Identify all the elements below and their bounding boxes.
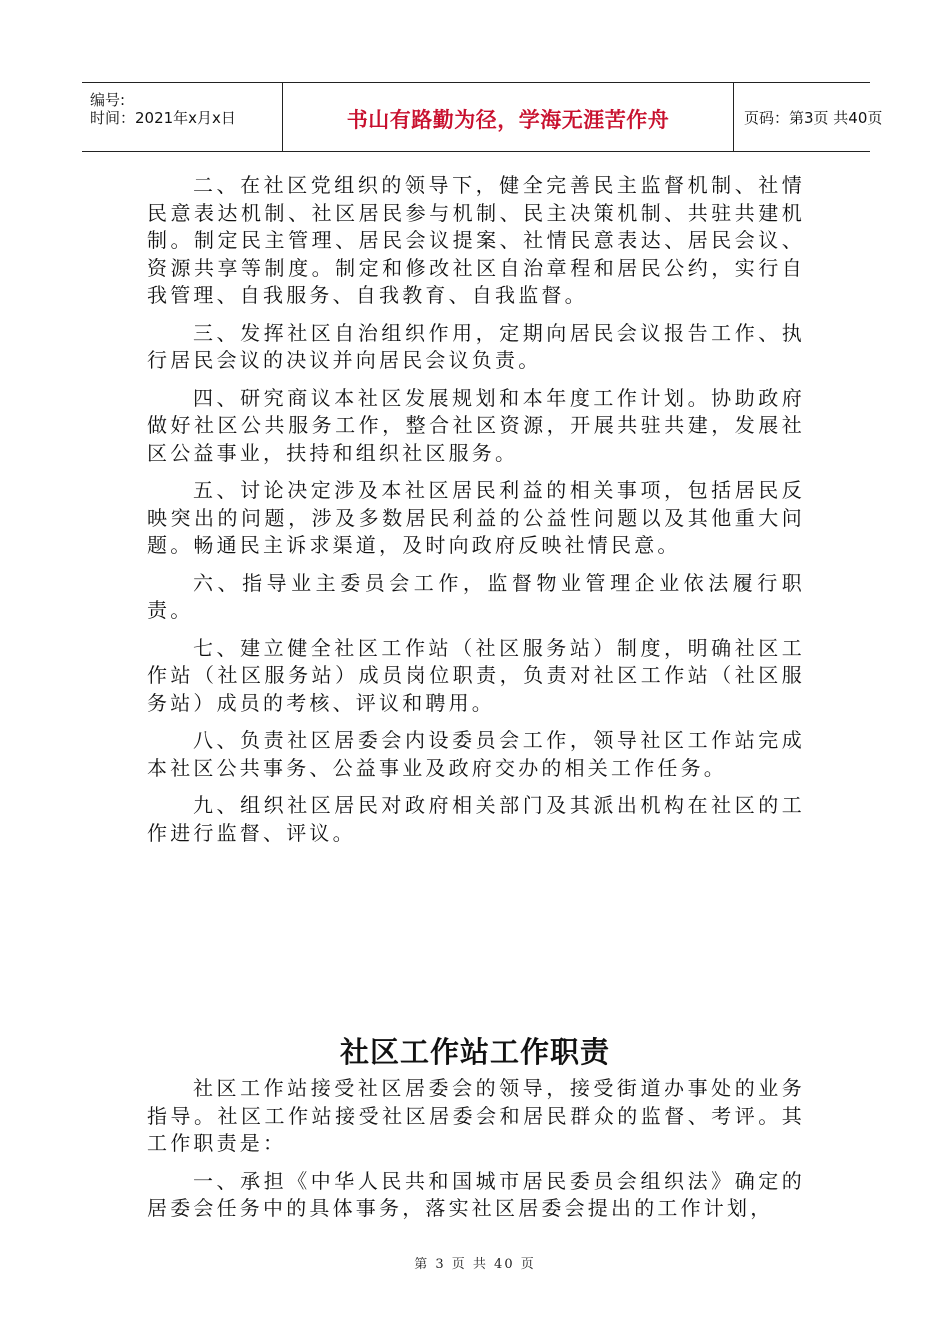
document-time-label: 时间：2021年x月x日 [90,109,236,127]
header-page-info: 页码：第3页 共40页 [744,109,883,127]
document-header [82,82,883,152]
paragraph: 八、负责社区居委会内设委员会工作，领导社区工作站完成本社区公共事务、公益事业及政府交办的相关工作任务。 [147,728,805,780]
paragraph: 三、发挥社区自治组织作用，定期向居民会议报告工作、执行居民会议的决议并向居民会议负责。 [147,320,805,372]
header-meta-cell [82,83,282,151]
document-number-label: 编号: [90,91,126,109]
header-page-cell [734,83,883,151]
paragraph: 二、在社区党组织的领导下，健全完善民主监督机制、社情民意表达机制、社区居民参与机制、民主决策机制、共驻共建机制。制定民主管理、居民会议提案、社情民意表达、居民会议、资源共享等制度。制定和修改社区自治章程和居民公约，实行自我管理、自我服务、自我教育、自我监督。 [147,173,805,307]
header-motto-cell [282,83,734,151]
section-title: 社区工作站工作职责 [339,1035,610,1069]
header-motto: 书山有路勤为径，学海无涯苦作舟 [346,108,670,132]
body-bottom [147,1075,805,1233]
paragraph: 一、承担《中华人民共和国城市居民委员会组织法》确定的居委会任务中的具体事务，落实社区居委会提出的工作计划， [147,1168,805,1220]
paragraph: 社区工作站接受社区居委会的领导，接受街道办事处的业务指导。社区工作站接受社区居委会和居民群众的监督、考评。其工作职责是： [147,1076,805,1155]
paragraph: 九、组织社区居民对政府相关部门及其派出机构在社区的工作进行监督、评议。 [147,793,805,845]
paragraph: 四、研究商议本社区发展规划和本年度工作计划。协助政府做好社区公共服务工作，整合社区资源，开展共驻共建，发展社区公益事业，扶持和组织社区服务。 [147,385,805,465]
paragraph: 五、讨论决定涉及本社区居民利益的相关事项，包括居民反映突出的问题，涉及多数居民利益的公益性问题以及其他重大问题。畅通民主诉求渠道，及时向政府反映社情民意。 [147,478,805,557]
paragraph: 七、建立健全社区工作站（社区服务站）制度，明确社区工作站（社区服务站）成员岗位职责，负责对社区工作站（社区服务站）成员的考核、评议和聘用。 [147,635,805,715]
body-top [147,172,805,857]
paragraph: 六、指导业主委员会工作，监督物业管理企业依法履行职责。 [147,570,805,622]
page-footer: 第 3 页 共 40 页 [414,1257,536,1272]
